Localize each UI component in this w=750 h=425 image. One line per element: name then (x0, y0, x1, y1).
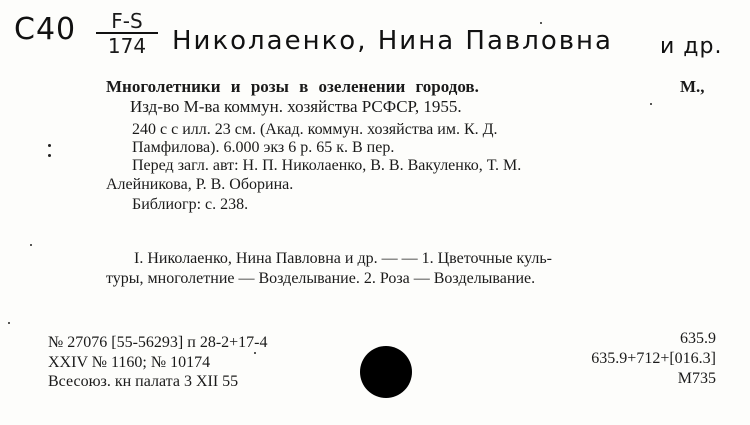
entry-title-place: М., (680, 77, 705, 96)
footer-chamber-date: Всесоюз. кн палата 3 XII 55 (48, 373, 239, 390)
handwritten-call-prefix: C40 (14, 12, 77, 47)
speck-mark (540, 22, 542, 24)
footer-udc-main: 635.9 (680, 330, 716, 347)
punched-hole (360, 346, 412, 398)
tracing-line-1: I. Николаенко, Нина Павловна и др. — — 1. Цветочные куль- (134, 250, 552, 267)
speck-mark (8, 322, 10, 324)
footer-author-mark: M735 (677, 370, 716, 387)
handwritten-shelf-fraction (96, 10, 158, 58)
speck-mark (254, 352, 256, 354)
tracing-line-2: туры, многолетние — Возделывание. 2. Роза — Возделывание. (106, 270, 536, 287)
shelf-fraction-numerator: F-S (96, 10, 158, 34)
handwritten-et-al: и др. (660, 34, 723, 59)
speck-mark (30, 244, 32, 246)
entry-title: Многолетники и розы в озеленении городов. (106, 77, 479, 96)
footer-record-number: № 27076 [55-56293] п 28-2+17-4 (48, 334, 268, 351)
entry-publisher: Изд-во М-ва коммун. хозяйства РСФСР, 1955. (130, 97, 462, 116)
entry-bibliography: Библиогр: с. 238. (132, 196, 249, 213)
footer-series-number: XXIV № 1160; № 10174 (48, 354, 211, 371)
entry-collation-1: 240 с с илл. 23 см. (Акад. коммун. хозяйства им. К. Д. (132, 121, 498, 138)
entry-authors-2: Алейникова, Р. В. Оборина. (106, 176, 294, 193)
speck-mark (650, 103, 652, 105)
speck-mark (48, 144, 51, 147)
footer-udc-full: 635.9+712+[016.3] (591, 350, 716, 367)
entry-collation-2: Памфилова). 6.000 экз 6 р. 65 к. В пер. (132, 139, 395, 156)
handwritten-author-name: Николаенко, Нина Павловна (172, 26, 613, 56)
entry-authors-1: Перед загл. авт: Н. П. Николаенко, В. В. Вакуленко, Т. М. (132, 157, 522, 174)
speck-mark (48, 154, 51, 157)
shelf-fraction-denominator: 174 (107, 34, 147, 58)
